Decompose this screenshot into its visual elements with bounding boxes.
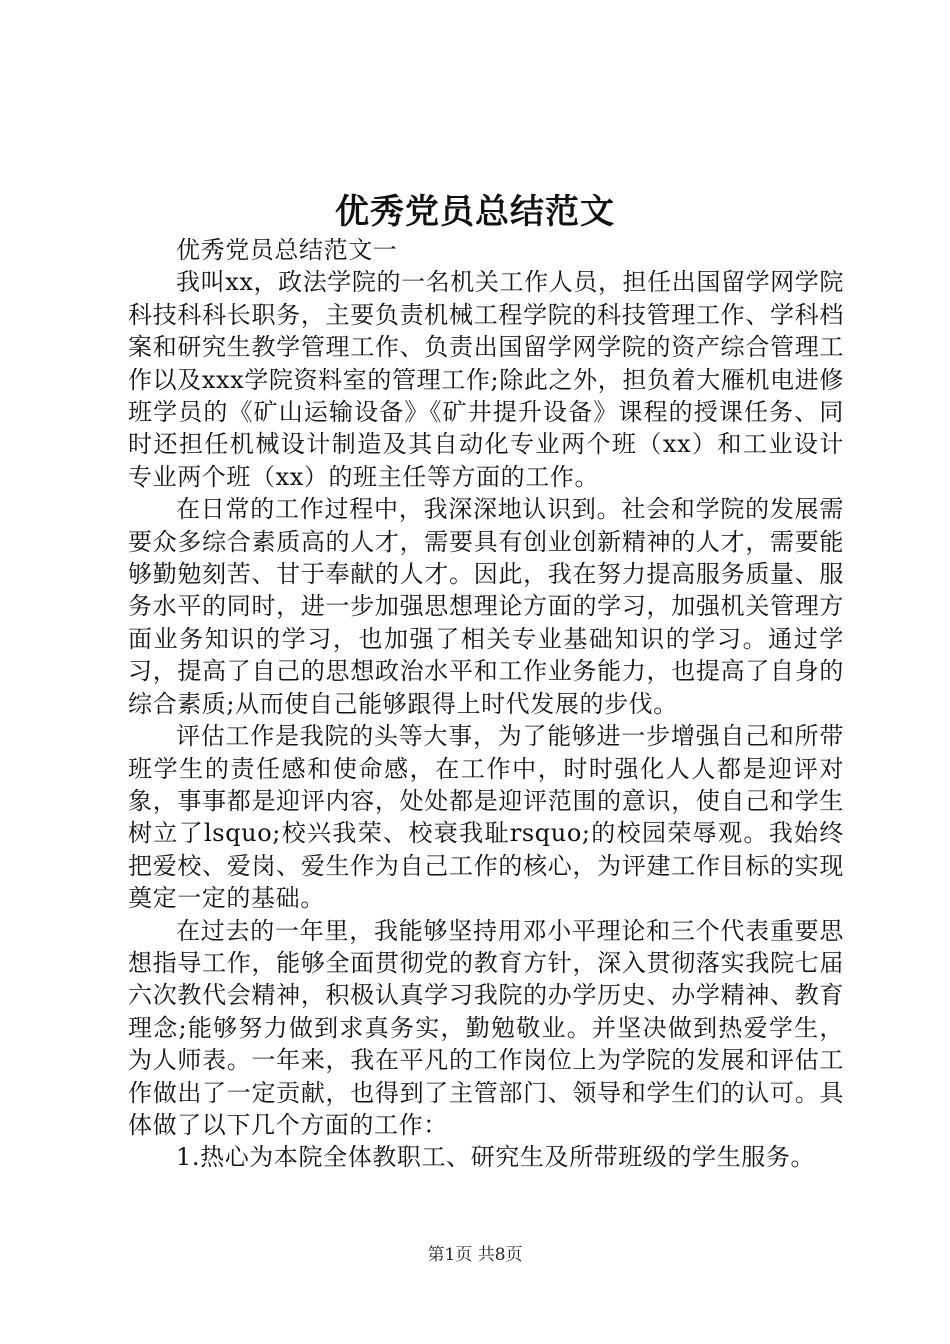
document-body [128,234,844,1174]
paragraph-5: 1.热心为本院全体教职工、研究生及所带班级的学生服务。 [176,1143,816,1172]
section-subtitle: 优秀党员总结范文一 [176,236,398,264]
paragraph-2: 在日常的工作过程中，我深深地认识到。社会和学院的发展需要众多综合素质高的人才，需要具有创业创新精神的人才，需要能够勤勉刻苦、甘于奉献的人才。因此，我在努力提高服务质量、服务水平的同时，进一步加强思想理论方面的学习，加强机关管理方面业务知识的学习，也加强了相关专业基础知识的学习。通过学习，提高了自己的思想政治水平和工作业务能力，也提高了自身的综合素质;从而使自己能够跟得上时代发展的步伐。 [128,495,844,718]
paragraph-1: 我叫xx，政法学院的一名机关工作人员，担任出国留学网学院科技科科长职务，主要负责机械工程学院的科技管理工作、学科档案和研究生教学管理工作、负责出国留学网学院的资产综合管理工作以及xxx学院资料室的管理工作;除此之外，担负着大雁机电进修班学员的《矿山运输设备》《矿井提升设备》课程的授课任务、同时还担任机械设计制造及其自动化专业两个班（xx）和工业设计专业两个班（xx）的班主任等方面的工作。 [128,268,844,491]
paragraph-3: 评估工作是我院的头等大事，为了能够进一步增强自己和所带班学生的责任感和使命感，在工作中，时时强化人人都是迎评对象，事事都是迎评内容，处处都是迎评范围的意识，使自己和学生树立了lsquo;校兴我荣、校衰我耻rsquo;的校园荣辱观。我始终把爱校、爱岗、爱生作为自己工作的核心，为评建工作目标的实现奠定一定的基础。 [128,722,844,913]
paragraph-4: 在过去的一年里，我能够坚持用邓小平理论和三个代表重要思想指导工作，能够全面贯彻党的教育方针，深入贯彻落实我院七届六次教代会精神，积极认真学习我院的办学历史、办学精神、教育理念;能够努力做到求真务实，勤勉敬业。并坚决做到热爱学生，为人师表。一年来，我在平凡的工作岗位上为学院的发展和评估工作做出了一定贡献，也得到了主管部门、领导和学生们的认可。具体做了以下几个方面的工作： [128,916,844,1139]
page-footer: 第1页 共8页 [427,1245,523,1265]
document-title: 优秀党员总结范文 [335,192,615,232]
